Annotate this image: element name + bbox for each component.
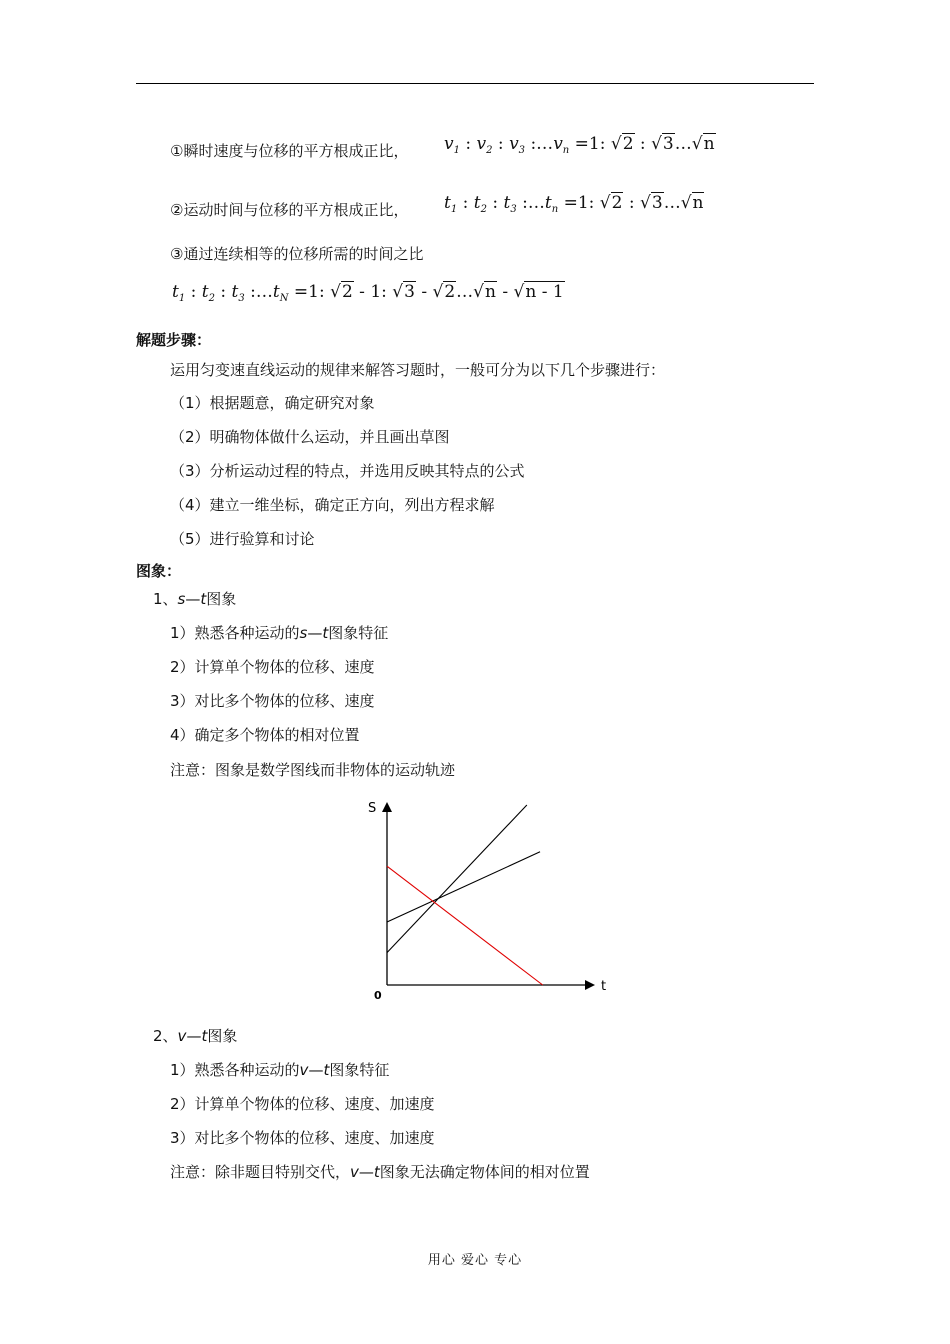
st-item: 1）熟悉各种运动的s—t图象特征 bbox=[170, 624, 389, 642]
origin-label: 0 bbox=[374, 989, 382, 1002]
formula-3-label: ③通过连续相等的位移所需的时间之比 bbox=[170, 245, 424, 263]
x-axis-arrow bbox=[585, 980, 595, 990]
series-line-3 bbox=[387, 866, 543, 985]
x-axis-label: t bbox=[601, 979, 607, 994]
series-line-1 bbox=[387, 852, 540, 922]
formula-2-label: ②运动时间与位移的平方根成正比， bbox=[170, 201, 409, 219]
header-rule bbox=[136, 83, 814, 84]
y-axis-arrow bbox=[382, 802, 392, 812]
series-line-2 bbox=[387, 805, 527, 953]
step-item: （4）建立一维坐标，确定正方向，列出方程求解 bbox=[170, 496, 495, 514]
steps-intro: 运用匀变速直线运动的规律来解答习题时，一般可分为以下几个步骤进行： bbox=[170, 361, 666, 379]
st-item: 2）计算单个物体的位移、速度 bbox=[170, 658, 375, 676]
graphs-heading: 图象： bbox=[136, 562, 182, 580]
s-t-chart bbox=[350, 790, 610, 1010]
y-axis-label: S bbox=[368, 801, 377, 816]
formula-2 bbox=[170, 200, 408, 220]
formula-1 bbox=[170, 141, 408, 161]
formula-1-expr: $v_1$ : $v_2$ : $v_3$ $:\dots v_n =1$: √2 : √3…√n bbox=[444, 134, 715, 156]
page-footer: 用心 爱心 专心 bbox=[427, 1253, 523, 1268]
formula-3-expr: $t_1$ : $t_2$ : $t_3$ $:\dots t_N =1$: √2 - 1: √3 - √2…√n - √n - 1 bbox=[172, 282, 564, 304]
vt-item: 3）对比多个物体的位移、速度、加速度 bbox=[170, 1129, 435, 1147]
step-item: （2）明确物体做什么运动，并且画出草图 bbox=[170, 428, 450, 446]
step-item: （1）根据题意，确定研究对象 bbox=[170, 394, 375, 412]
st-item: 4）确定多个物体的相对位置 bbox=[170, 726, 360, 744]
formula-2-expr: $t_1$ : $t_2$ : $t_3$ $:\dots t_n =1$: √2 : √3…√n bbox=[444, 193, 704, 215]
st-item: 3）对比多个物体的位移、速度 bbox=[170, 692, 375, 710]
step-item: （3）分析运动过程的特点，并选用反映其特点的公式 bbox=[170, 462, 525, 480]
vt-item: 1）熟悉各种运动的v—t图象特征 bbox=[170, 1061, 390, 1079]
st-title: 1、s—t图象 bbox=[153, 590, 237, 608]
vt-title: 2、v—t图象 bbox=[153, 1027, 238, 1045]
steps-heading: 解题步骤： bbox=[136, 331, 212, 349]
step-item: （5）进行验算和讨论 bbox=[170, 530, 315, 548]
vt-note: 注意：除非题目特别交代，v—t图象无法确定物体间的相对位置 bbox=[170, 1163, 590, 1181]
vt-item: 2）计算单个物体的位移、速度、加速度 bbox=[170, 1095, 435, 1113]
formula-1-label: ①瞬时速度与位移的平方根成正比， bbox=[170, 142, 409, 160]
st-note: 注意：图象是数学图线而非物体的运动轨迹 bbox=[170, 761, 456, 779]
